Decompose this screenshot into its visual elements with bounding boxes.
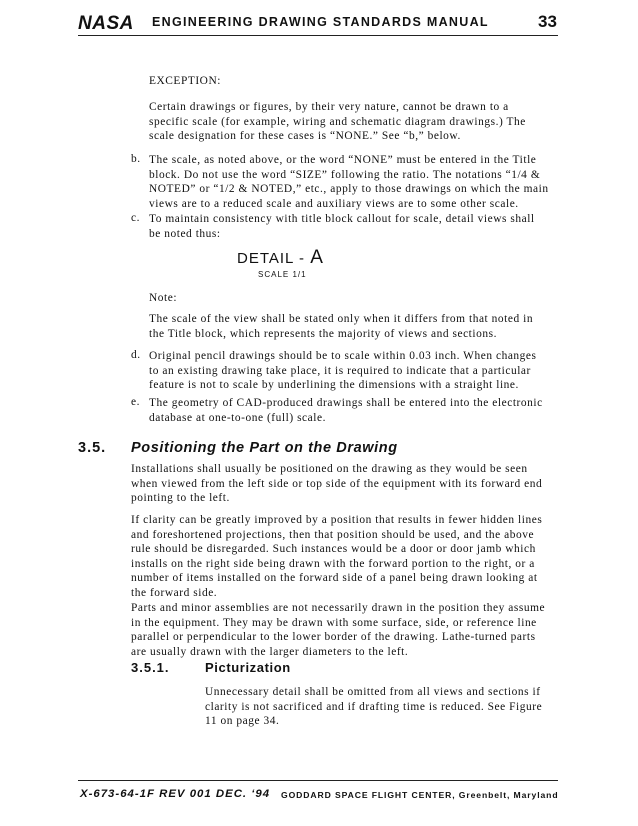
text-line: NOTED” or “1/2 & NOTED,” etc., apply to those drawings on which the main	[149, 183, 549, 195]
text-line: in the equipment. They may be drawn with some surface, side, or reference line	[131, 616, 537, 629]
subsection-title: Picturization	[205, 660, 291, 675]
page-number: 33	[538, 12, 557, 31]
subsection-number: 3.5.1.	[131, 660, 170, 675]
text-line: Certain drawings or figures, by their very nature, cannot be drawn to a	[149, 101, 509, 113]
nasa-logo: NASA	[78, 13, 134, 34]
text-line: Parts and minor assemblies are not necessarily drawn in the position they assume	[131, 602, 546, 614]
text-line: Unnecessary detail shall be omitted from all views and sections if	[205, 686, 541, 698]
document-id: X-673-64-1F REV 001 DEC. ‘94	[80, 788, 271, 800]
text-line: are usually drawn with the larger diameters to the left.	[131, 645, 409, 658]
text-line: rule should be disregarded. Such instances would be a door or door jamb which	[131, 543, 536, 555]
text-line: clarity is not sacrificed and if drafting time is reduced. See Figure	[205, 700, 543, 713]
list-item-c	[149, 212, 535, 241]
subsection-paragraph	[205, 685, 542, 729]
text-line: pointing to the left.	[131, 492, 230, 504]
text-line: views are to a reduced scale and auxiliary views are to some other scale.	[149, 197, 519, 210]
manual-title: ENGINEERING DRAWING STANDARDS MANUAL	[152, 15, 489, 29]
text-line: number of items installed on the forward side of a panel being drawn looking at	[131, 572, 538, 584]
text-line: feature is not to scale by underlining the dimensions with a straight line.	[149, 379, 519, 391]
text-line: to an existing drawing take place, it is required to indicate that a particular	[149, 364, 531, 377]
section-paragraph-2	[131, 513, 542, 600]
text-line: The scale of the view shall be stated only when it differs from that noted in	[149, 313, 534, 325]
center-name: GODDARD SPACE FLIGHT CENTER, Greenbelt, Maryland	[281, 790, 559, 800]
detail-word: DETAIL -	[237, 250, 306, 267]
list-marker-b: b.	[131, 153, 141, 165]
header-rule	[78, 35, 558, 36]
text-line: The scale, as noted above, or the word “NONE” must be entered in the Title	[149, 154, 537, 166]
note-text	[149, 312, 533, 341]
list-marker-e: e.	[131, 396, 141, 408]
text-line: installs on the right side being drawn with the forward portion to the right, or a	[131, 557, 535, 570]
text-line: specific scale (for example, wiring and schematic diagram drawings.) The	[149, 115, 526, 128]
text-line: Installations shall usually be positioned on the drawing as they would be seen	[131, 463, 528, 475]
detail-scale: SCALE 1/1	[258, 270, 307, 279]
section-title: Positioning the Part on the Drawing	[131, 440, 398, 456]
section-number: 3.5.	[78, 440, 107, 456]
detail-callout	[237, 247, 324, 269]
text-line: To maintain consistency with title block callout for scale, detail views shall	[149, 213, 535, 225]
note-label: Note:	[149, 292, 178, 304]
footer-rule	[78, 780, 558, 781]
list-item-d	[149, 349, 537, 393]
text-line: be noted thus:	[149, 227, 221, 240]
text-line: database at one-to-one (full) scale.	[149, 411, 326, 424]
section-paragraph-1	[131, 462, 542, 506]
text-line: the Title block, which represents the majority of views and sections.	[149, 327, 497, 340]
detail-letter: A	[310, 247, 324, 268]
exception-label: EXCEPTION:	[149, 75, 221, 87]
exception-text	[149, 100, 526, 144]
text-line: parallel or perpendicular to the lower border of the drawing. Lathe-turned parts	[131, 631, 536, 643]
text-line: block. Do not use the word “SIZE” following the ratio. The notations “1/4 &	[149, 168, 541, 181]
list-marker-c: c.	[131, 212, 141, 224]
text-line: The geometry of CAD-produced drawings shall be entered into the electronic	[149, 397, 543, 409]
text-line: the forward side.	[131, 586, 218, 599]
list-item-e	[149, 396, 543, 425]
text-line: If clarity can be greatly improved by a position that results in fewer hidden lines	[131, 514, 543, 526]
text-line: 11 on page 34.	[205, 715, 280, 727]
list-item-b	[149, 153, 549, 211]
text-line: scale designation for these cases is “NONE.” See “b,” below.	[149, 130, 461, 142]
list-marker-d: d.	[131, 349, 141, 361]
text-line: Original pencil drawings should be to scale within 0.03 inch. When changes	[149, 350, 537, 362]
text-line: and foreshortened projections, then that position should be used, and the above	[131, 528, 535, 541]
text-line: when viewed from the left side or top side of the equipment with its forward end	[131, 477, 543, 490]
section-paragraph-3	[131, 601, 545, 659]
